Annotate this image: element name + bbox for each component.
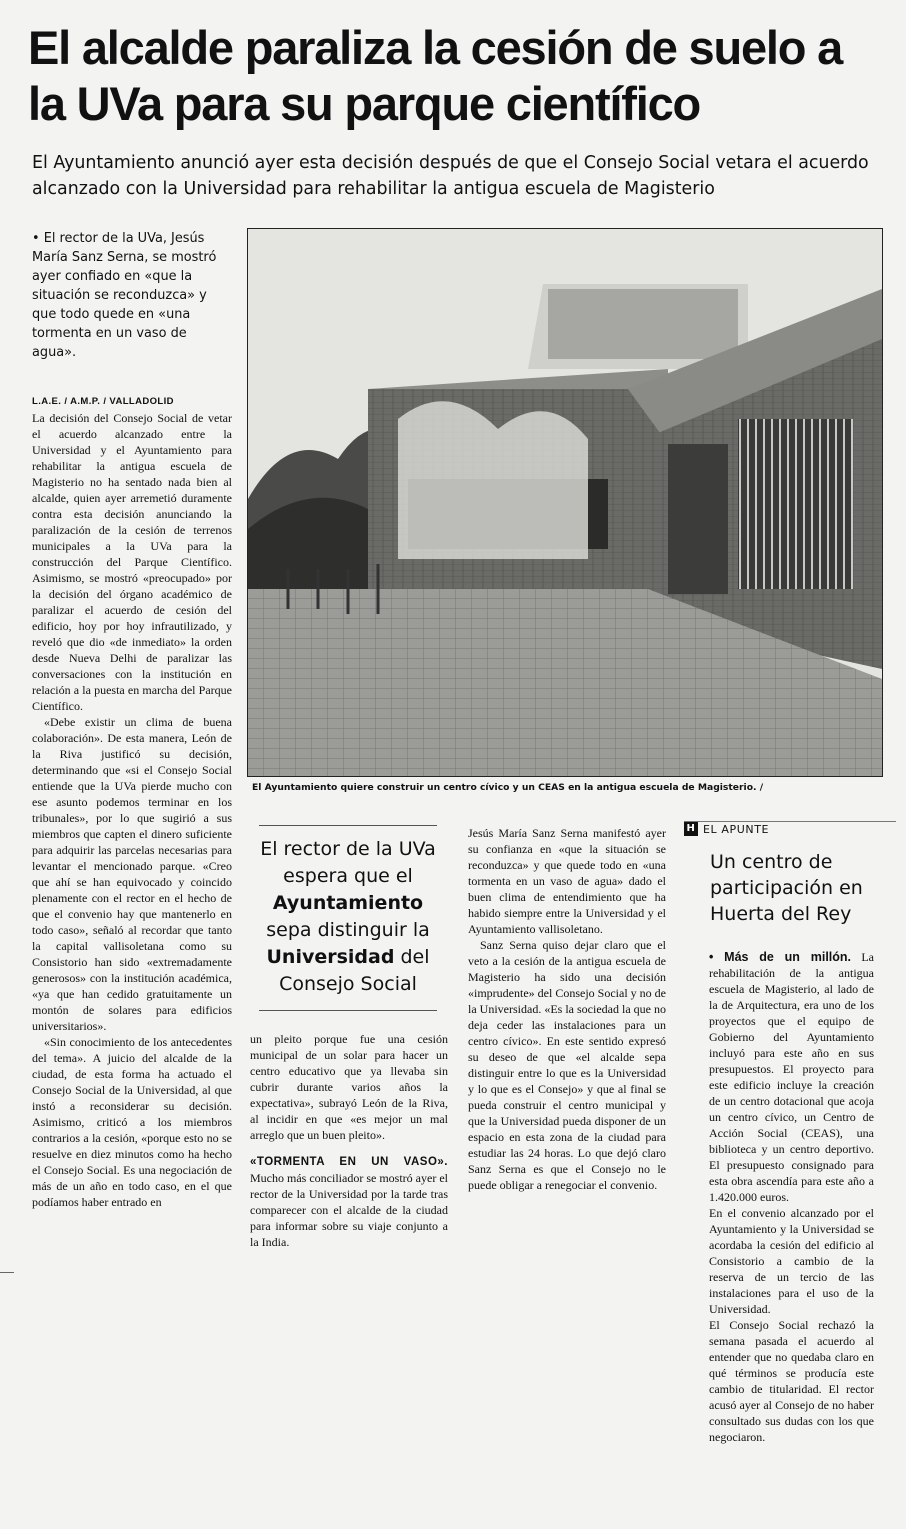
- subheading: «TORMENTA EN UN VASO».: [250, 1156, 448, 1168]
- margin-mark: [0, 1272, 14, 1273]
- sidebar-column: [709, 949, 874, 1445]
- pull-quote-emphasis: Ayuntamiento: [272, 892, 424, 914]
- article-column-1: [32, 394, 232, 1210]
- paragraph: Jesús María Sanz Serna manifestó ayer su confianza en «que la situación se reconduzca» y que quede todo en «una tormenta en un vaso de agua» dado el buen clima de entendimiento que ha habido siempre entre la Universidad y el Ayuntamiento vallisoletano.: [468, 826, 666, 936]
- sidebar-lead: • Más de un millón.: [709, 950, 852, 964]
- deck-subtitle: El Ayuntamiento anunció ayer esta decisión después de que el Consejo Social vetara el acuerdo alcanzado con la Universidad para rehabilitar la antigua escuela de Magisterio: [32, 153, 869, 199]
- paragraph: «Debe existir un clima de buena colaboración». De esta manera, León de la Riva justificó su decisión, determinando que «si el Consejo Social entiende que la UVa pierde mucho con ese asunto podemos terminar en los tribunales», por lo que sugirió a sus miembros que capten el dinero suficiente para adquirir las parcelas necesarias para levantar el mencionado parque. «Creo que ahí se han equivocado y coincido plenamente con el rector en el hecho de que el convenio hay que mantenerlo en todo caso», señaló al recordar que tanto la capital vallisoletana como su Consistorio han sido «extremadamente generosos» con la institución académica, «ya que han cedido gratuitamente un montón de solares para edificios universitarios».: [32, 715, 232, 1033]
- building-photo: [247, 228, 883, 777]
- summary-bullet: • El rector de la UVa, Jesús María Sanz Serna, se mostró ayer confiado en «que la situación se reconduzca» y que todo quede en «una tormenta en un vaso de agua».: [32, 231, 217, 360]
- paragraph: «Sin conocimiento de los antecedentes del tema». A juicio del alcalde de la ciudad, de esta forma ha actuado el Consejo Social de la Universidad, al que instó a reconsiderar su decisión. Asimismo, criticó a los miembros contrarios a la cesión, «porque esto no se resuelve en diez minutos como ha hecho el Consejo Social. Es una negociación de más de un año en todo caso, en el que podíamos haber entrado en: [32, 1035, 232, 1209]
- sidebar-title: Un centro de participación en Huerta del Rey: [710, 851, 863, 925]
- h-bar-icon: H: [684, 822, 698, 836]
- pull-quote-emphasis: Universidad: [266, 946, 395, 968]
- paragraph: un pleito porque fue una cesión municipal de un solar para hacer un centro educativo que ya llevaba sin cubrir durante varios años la expectativa», subrayó León de la Riva, al incidir en que «es mejor un mal arreglo que un buen pleito».: [250, 1032, 448, 1142]
- paragraph: Sanz Serna quiso dejar claro que el veto a la cesión de la antigua escuela de Magisterio ha sido una decisión «imprudente» del Consejo Social y no de la Universidad. «Es la sociedad la que no deja ceder las instalaciones para un centro cívico». En este sentido expresó su deseo de que «el alcalde sepa distinguir entre lo que es la Universidad y lo que es el Consejo» y que al final se pueda construir el centro municipal y que la Universidad pueda disponer de un espacio en esta zona de la ciudad para estudiar las 24 horas. Lo que dejó claro Sanz Serna es que el Consejo no le puede obligar a renegociar el convenio.: [468, 938, 666, 1192]
- pull-quote-text: del Consejo Social: [279, 946, 430, 995]
- article-column-3: [468, 825, 666, 1193]
- paragraph: La rehabilitación de la antigua escuela de Magisterio, al lado de la de Arquitectura, era uno de los proyectos que el equipo de Gobierno del Ayuntamiento incluyó para este año en sus presupuestos. El proyecto para este edificio incluye la creación de un centro dotacional que acoja un centro cívico, un Centro de Acción Social (CEAS), una biblioteca y un centro deportivo. El presupuesto consignado para esta obra ascendía para este año a 1.420.000 euros.: [709, 950, 874, 1204]
- sidebar-label-text: EL APUNTE: [703, 822, 770, 836]
- school-building-image: [248, 229, 882, 776]
- photo-caption: El Ayuntamiento quiere construir un centro cívico y un CEAS en la antigua escuela de Magisterio. /: [252, 782, 764, 793]
- article-column-2: [250, 1031, 448, 1250]
- pull-quote: [259, 825, 437, 1011]
- pull-quote-text: sepa distinguir la: [266, 919, 430, 941]
- headline: El alcalde paraliza la cesión de suelo a la UVa para su parque científico: [28, 21, 843, 130]
- paragraph: Mucho más conciliador se mostró ayer el rector de la Universidad por la tarde tras comparecer con el alcalde de la ciudad para informar sobre su viaje conjunto a la India.: [250, 1171, 448, 1249]
- paragraph: El Consejo Social rechazó la semana pasada el acuerdo al entender que no quedaba claro en qué términos se producía este cambio de titularidad. El rector acusó ayer al Consejo de no haber consultado sus dudas con los que negociaron.: [709, 1318, 874, 1444]
- pull-quote-text: El rector de la UVa espera que el: [260, 838, 436, 887]
- byline: L.A.E. / A.M.P. / VALLADOLID: [32, 396, 174, 407]
- paragraph: En el convenio alcanzado por el Ayuntamiento y la Universidad se acordaba la cesión del edificio al Consistorio a cambio de la reserva de un tercio de las instalaciones para el uso de la Universidad.: [709, 1206, 874, 1316]
- paragraph: La decisión del Consejo Social de vetar el acuerdo alcanzado entre la Universidad y el Ayuntamiento para rehabilitar la antigua escuela de Magisterio no ha sentado nada bien al alcalde, quien ayer arremetió duramente contra esta decisión anunciando la paralización de la cesión de terrenos municipales a la UVa para la construcción del Parque Científico. Asimismo, se mostró «preocupado» por la decisión del órgano académico de paralizar el acuerdo de cesión del edificio, hoy por hoy infrautilizado, y reveló que dio «de inmediato» la orden desde Nueva Delhi de paralizar las conversaciones con la institución en relación a la puesta en marcha del Parque Científico.: [32, 411, 232, 713]
- sidebar-label: [684, 822, 896, 836]
